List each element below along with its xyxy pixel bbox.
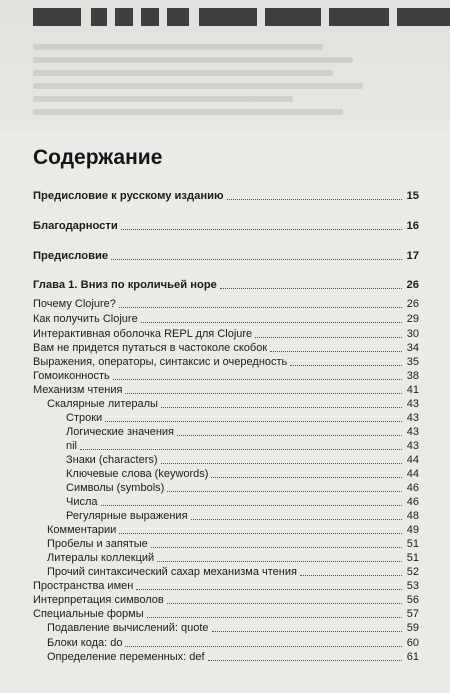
header-block (199, 8, 257, 26)
toc-entry (33, 411, 419, 425)
toc-leader-dots (270, 351, 402, 352)
toc-entry-title: Блоки кода: do (47, 637, 123, 649)
toc-entry-page: 26 (406, 298, 419, 310)
toc-leader-dots (208, 660, 402, 661)
toc-entry-page: 49 (406, 524, 419, 536)
show-through-text (33, 44, 363, 122)
toc-leader-dots (167, 603, 402, 604)
toc-entry (33, 341, 419, 355)
toc-leader-dots (105, 421, 402, 422)
toc-entry (33, 481, 419, 495)
toc-entry-title: Знаки (characters) (66, 454, 158, 466)
toc-entry-title: Ключевые слова (keywords) (66, 468, 209, 480)
toc-leader-dots (157, 561, 402, 562)
toc-leader-dots (212, 631, 402, 632)
toc-entry-title: Глава 1. Вниз по кроличьей норе (33, 279, 217, 291)
toc-entry (33, 189, 419, 203)
toc-entry-title: Прочий синтаксический сахар механизма чтения (47, 566, 297, 578)
header-block (115, 8, 133, 26)
toc-entry-page: 56 (406, 594, 419, 606)
toc-entry (33, 551, 419, 565)
toc-entry (33, 425, 419, 439)
page-title: Содержание (33, 146, 163, 169)
toc-entry-page: 38 (406, 370, 419, 382)
toc-entry (33, 621, 419, 635)
toc-leader-dots (191, 519, 402, 520)
toc-leader-dots (161, 463, 402, 464)
toc-entry-title: Пробелы и запятые (47, 538, 148, 550)
toc-entry (33, 278, 419, 292)
toc-leader-dots (125, 393, 402, 394)
toc-entry (33, 593, 419, 607)
toc-entry-page: 46 (406, 482, 419, 494)
toc-entry-page: 17 (406, 250, 419, 262)
toc-leader-dots (80, 449, 402, 450)
toc-leader-dots (167, 491, 402, 492)
toc-entry (33, 537, 419, 551)
toc-entry (33, 327, 419, 341)
toc-leader-dots (136, 589, 402, 590)
toc-entry-page: 43 (406, 398, 419, 410)
toc-leader-dots (220, 288, 402, 289)
toc-entry-title: Логические значения (66, 426, 174, 438)
toc-entry-page: 57 (406, 608, 419, 620)
toc-leader-dots (290, 365, 402, 366)
toc-entry (33, 579, 419, 593)
toc-entry-page: 44 (406, 468, 419, 480)
toc-leader-dots (121, 229, 402, 230)
toc-entry-page: 46 (406, 496, 419, 508)
toc-leader-dots (111, 259, 402, 260)
toc-entry (33, 565, 419, 579)
toc-entry-page: 52 (406, 566, 419, 578)
toc-entry (33, 369, 419, 383)
toc-entry-page: 41 (406, 384, 419, 396)
toc-entry-page: 51 (406, 538, 419, 550)
toc-entry-page: 59 (406, 622, 419, 634)
toc-entry-page: 29 (406, 313, 419, 325)
header-block (141, 8, 159, 26)
toc-leader-dots (147, 617, 402, 618)
header-block (265, 8, 321, 26)
toc-entry-title: Предисловие к русскому изданию (33, 190, 224, 202)
toc-entry (33, 355, 419, 369)
toc-entry (33, 495, 419, 509)
toc-entry-title: Специальные формы (33, 608, 144, 620)
previous-page-bleed (0, 0, 450, 130)
toc-leader-dots (211, 477, 402, 478)
toc-entry (33, 219, 419, 233)
toc-entry-page: 34 (406, 342, 419, 354)
toc-leader-dots (113, 379, 402, 380)
toc-entry-page: 51 (406, 552, 419, 564)
toc-entry-title: Выражения, операторы, синтаксис и очередность (33, 356, 288, 368)
toc-entry-title: Числа (66, 496, 98, 508)
toc-entry-title: Механизм чтения (33, 384, 123, 396)
toc-leader-dots (141, 322, 402, 323)
toc-entry-page: 60 (406, 637, 419, 649)
toc-entry-title: Вам не придется путаться в частоколе скобок (33, 342, 268, 354)
toc-entry (33, 249, 419, 263)
toc-leader-dots (119, 307, 402, 308)
header-block-strip (33, 8, 450, 26)
toc-leader-dots (177, 435, 402, 436)
toc-entry-title: nil (66, 440, 78, 452)
toc-entry (33, 383, 419, 397)
toc-entry-page: 15 (406, 190, 419, 202)
toc-entry (33, 523, 419, 537)
toc-leader-dots (255, 337, 402, 338)
toc-entry-title: Комментарии (47, 524, 117, 536)
toc-entry (33, 297, 419, 311)
toc-entry-title: Скалярные литералы (47, 398, 158, 410)
toc-leader-dots (101, 505, 402, 506)
toc-entry-page: 26 (406, 279, 419, 291)
toc-entry-title: Подавление вычислений: quote (47, 622, 209, 634)
toc-entry-page: 43 (406, 412, 419, 424)
toc-entry (33, 607, 419, 621)
toc-leader-dots (125, 646, 402, 647)
toc-entry-page: 61 (406, 651, 419, 663)
toc-entry-page: 43 (406, 440, 419, 452)
toc-entry-title: Строки (66, 412, 103, 424)
toc-entry (33, 397, 419, 411)
toc-entry-title: Регулярные выражения (66, 510, 188, 522)
toc-entry-page: 35 (406, 356, 419, 368)
toc-entry-title: Пространства имен (33, 580, 134, 592)
toc-entry-page: 16 (406, 220, 419, 232)
toc-entry (33, 650, 419, 664)
toc-entry-title: Гомоиконность (33, 370, 110, 382)
toc-entry-page: 44 (406, 454, 419, 466)
header-block (91, 8, 107, 26)
toc-leader-dots (151, 547, 402, 548)
toc-entry-title: Предисловие (33, 250, 109, 262)
toc-leader-dots (161, 407, 402, 408)
toc-entry-title: Литералы коллекций (47, 552, 155, 564)
toc-leader-dots (300, 575, 402, 576)
toc-entry-title: Как получить Clojure (33, 313, 138, 325)
toc-entry-page: 43 (406, 426, 419, 438)
toc-entry-page: 53 (406, 580, 419, 592)
header-block (329, 8, 389, 26)
header-block (33, 8, 81, 26)
toc-entry (33, 509, 419, 523)
header-block (397, 8, 450, 26)
toc-entry-title: Интерактивная оболочка REPL для Clojure (33, 328, 253, 340)
toc-entry-title: Почему Clojure? (33, 298, 116, 310)
toc-leader-dots (227, 199, 402, 200)
toc-entry (33, 312, 419, 326)
toc-entry (33, 467, 419, 481)
toc-entry (33, 439, 419, 453)
header-block (167, 8, 189, 26)
toc-entry-title: Благодарности (33, 220, 118, 232)
toc-entry-page: 48 (406, 510, 419, 522)
toc-entry (33, 453, 419, 467)
toc-entry-page: 30 (406, 328, 419, 340)
toc-entry-title: Символы (symbols) (66, 482, 165, 494)
toc-entry-title: Определение переменных: def (47, 651, 205, 663)
toc-entry-title: Интерпретация символов (33, 594, 164, 606)
toc-entry (33, 636, 419, 650)
toc-leader-dots (119, 533, 402, 534)
